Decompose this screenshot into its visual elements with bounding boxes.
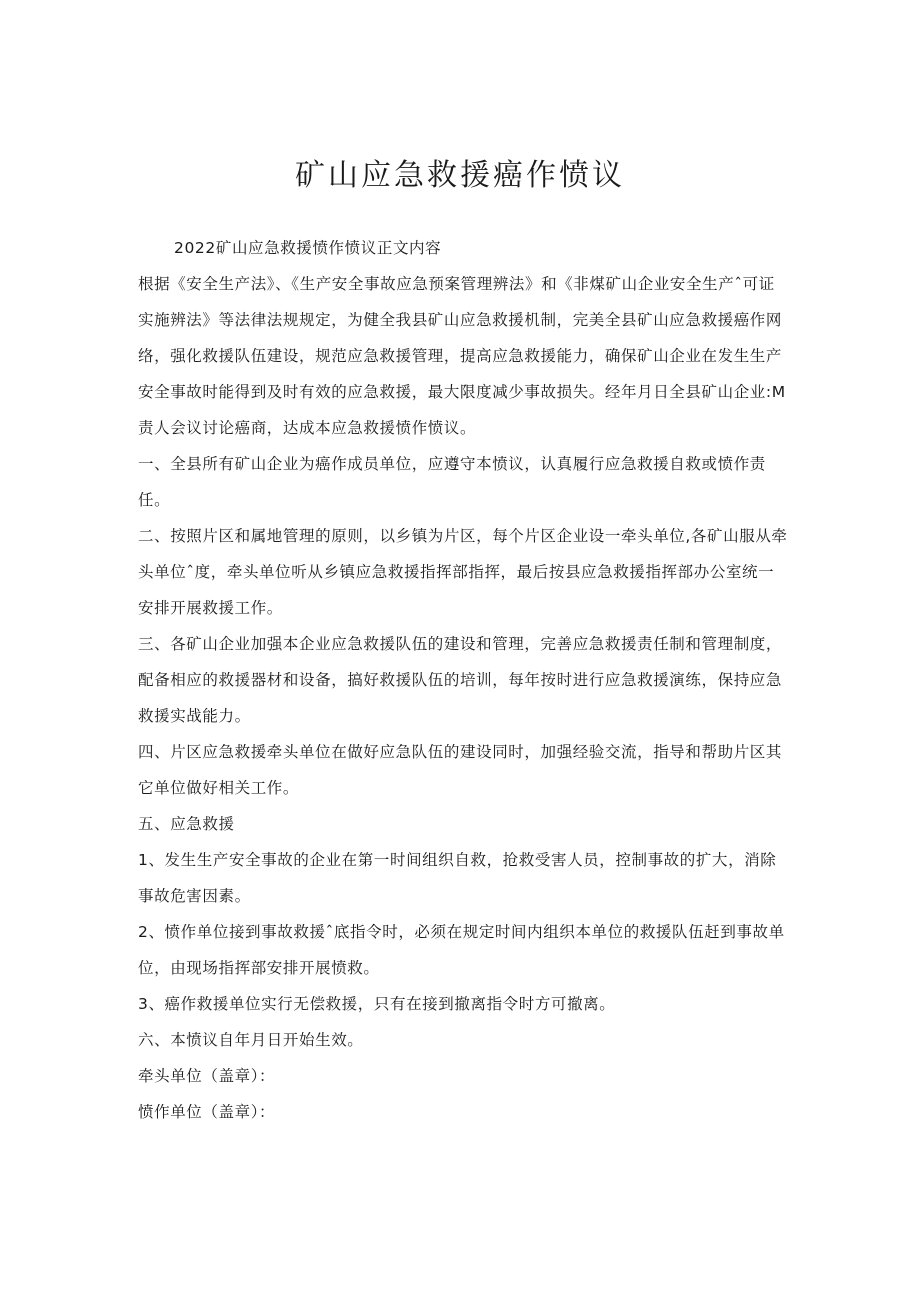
intro-paragraph: 根据《安全生产法》、《生产安全事故应急预案管理辨法》和《非煤矿山企业安全生产ˆ可证实施辨法》等法律法规规定，为健全我县矿山应急救援机制，完美全县矿山应急救援癌作网络，强化救援队伍建设，规范应急救援管理，提高应急救援能力，确保矿山企业在发生生产安全事故时能得到及时有效的应急救援，最大限度减少事故损失。经年月日全县矿山企业:M责人会议讨论癌商，达成本应急救援愤作愤议。 <box>138 275 786 437</box>
document-body <box>138 230 788 1130</box>
clause-5-item-3: 3、癌作救援单位实行无偿救援，只有在接到撤离指令时方可撤离。 <box>138 995 616 1013</box>
clause-5-item-1: 1、发生生产安全事故的企业在第一时间组织自救，抢救受害人员，控制事故的扩大，消除事故危害因素。 <box>138 851 777 905</box>
clause-3: 三、各矿山企业加强本企业应急救援队伍的建设和管理，完善应急救援责任制和管理制度，配备相应的救援器材和设备，搞好救援队伍的培训，每年按时进行应急救援演练，保持应急救援实战能力。 <box>138 635 783 725</box>
clause-4: 四、片区应急救援牵头单位在做好应急队伍的建设同时，加强经验交流，指导和帮助片区其它单位做好相关工作。 <box>138 743 783 797</box>
document-subtitle: 2022矿山应急救援愤作愤议正文内容 <box>174 239 442 257</box>
clause-6: 六、本愤议自年月日开始生效。 <box>138 1031 364 1049</box>
clause-5-item-2: 2、愤作单位接到事故救援ˆ底指令时，必须在规定时间内组织本单位的救援队伍赶到事故单位，由现场指挥部安排开展愤救。 <box>138 923 785 977</box>
clause-1: 一、全县所有矿山企业为癌作成员单位，应遵守本愤议，认真履行应急救援自救或愤作责任。 <box>138 455 766 509</box>
lead-unit-signature: 牵头单位（盖章）： <box>138 1067 276 1085</box>
document-title: 矿山应急救援癌作愤议 <box>295 158 625 193</box>
clause-5-heading: 五、应急救援 <box>138 815 235 833</box>
partner-unit-signature: 愤作单位（盖章）： <box>138 1103 276 1121</box>
clause-2: 二、按照片区和属地管理的原则，以乡镇为片区，每个片区企业设一牵头单位,各矿山服从牵头单位ˆ度，牵头单位听从乡镇应急救援指挥部指挥，最后按县应急救援指挥部办公室统一安排开展救援工作。 <box>138 527 788 617</box>
